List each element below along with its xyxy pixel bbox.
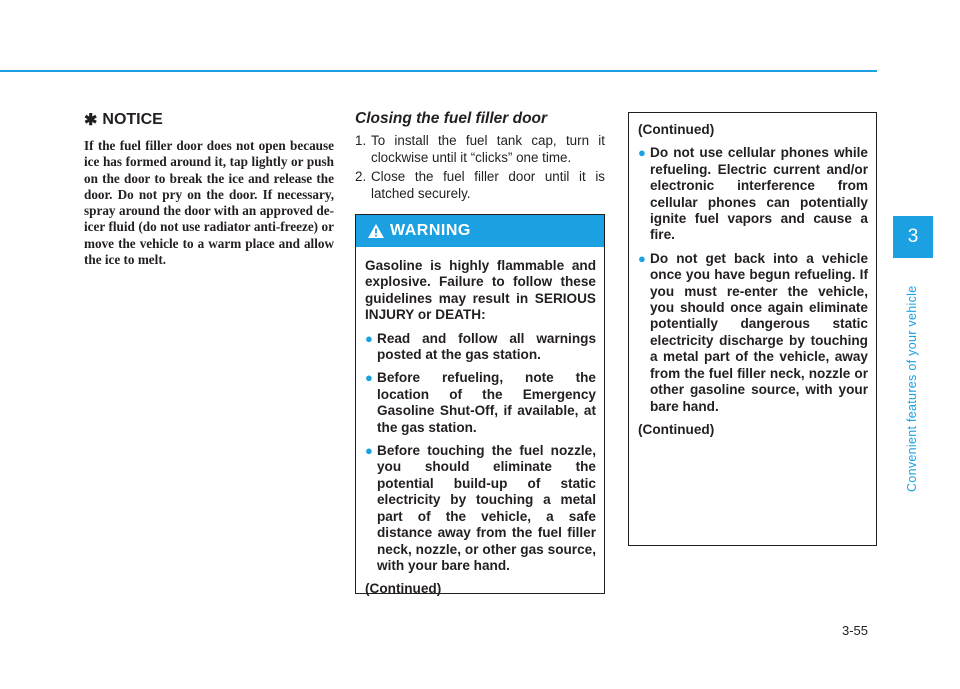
notice-title: NOTICE	[102, 111, 163, 128]
bullet-icon: ●	[638, 145, 646, 161]
bullet-icon: ●	[638, 250, 646, 266]
continued-label: (Continued)	[638, 421, 715, 437]
closing-steps	[355, 132, 605, 202]
continued-warning-box	[628, 112, 877, 546]
list-item	[355, 132, 605, 166]
step-number: 2.	[355, 169, 367, 184]
warning-title: WARNING	[390, 222, 471, 239]
list-item	[365, 370, 596, 436]
header-rule	[0, 70, 877, 72]
list-item	[365, 443, 596, 574]
warning-triangle-icon	[368, 224, 384, 238]
closing-section	[355, 110, 605, 204]
bullet-text: Before refueling, note the location of the Emergency Gasoline Shut-Off, if available, at the gas station.	[377, 370, 596, 435]
warning-box	[355, 214, 605, 597]
warning-header	[356, 215, 604, 247]
list-item	[638, 251, 868, 415]
list-item	[355, 168, 605, 202]
step-text: Close the fuel filler door until it is latched securely.	[371, 169, 605, 201]
notice-body: If the fuel filler door does not open because ice has formed around it, tap lightly or push on the door to break the ice and release the door. Do not pry on the door. If necessary, spray around the door with an approved de-icer fluid (do not use radiator anti-freeze) or move the vehicle to a warm place and allow the ice to melt.	[84, 138, 334, 268]
warning-content	[356, 247, 604, 598]
asterisk-cross-icon: ✱	[84, 112, 98, 129]
bullet-icon: ●	[365, 330, 373, 346]
notice-heading	[84, 110, 334, 130]
bullet-text: Read and follow all warnings posted at the gas station.	[377, 330, 596, 363]
chapter-tab: 3	[893, 216, 933, 258]
warning-intro: Gasoline is highly flammable and explosive. Failure to follow these guidelines may result in SERIOUS INJURY or DEATH:	[365, 258, 596, 323]
step-number: 1.	[355, 133, 367, 148]
continued-content	[629, 113, 876, 438]
step-text: To install the fuel tank cap, turn it clockwise until it “clicks” one time.	[371, 133, 605, 165]
bullet-text: Do not get back into a vehicle once you have begun refueling. If you must re-enter the vehicle, you should once again eliminate potentially dangerous static electricity discharge by touching a metal part of the vehicle, away from the fuel filler neck, nozzle or other gasoline source, with your bare hand.	[650, 250, 868, 414]
notice-section	[84, 110, 334, 268]
bullet-icon: ●	[365, 443, 373, 459]
continued-heading: (Continued)	[638, 122, 715, 137]
section-side-label: Convenient features of your vehicle	[905, 285, 919, 492]
bullet-text: Before touching the fuel nozzle, you should eliminate the potential build-up of static electricity by touching a metal part of the vehicle, a safe distance away from the fuel filler neck, nozzle, or other gas source, with your bare hand.	[377, 443, 596, 573]
list-item	[365, 331, 596, 364]
continued-bullets	[638, 145, 868, 415]
bullet-icon: ●	[365, 370, 373, 386]
bullet-text: Do not use cellular phones while refueling. Electric current and/or electronic interference from cellular phones can potentially ignite fuel vapors and cause a fire.	[650, 145, 868, 243]
closing-title: Closing the fuel filler door	[355, 110, 548, 127]
warning-bullets	[365, 331, 596, 575]
list-item	[638, 145, 868, 243]
continued-label: (Continued)	[365, 581, 442, 597]
page-number: 3-55	[842, 623, 869, 638]
